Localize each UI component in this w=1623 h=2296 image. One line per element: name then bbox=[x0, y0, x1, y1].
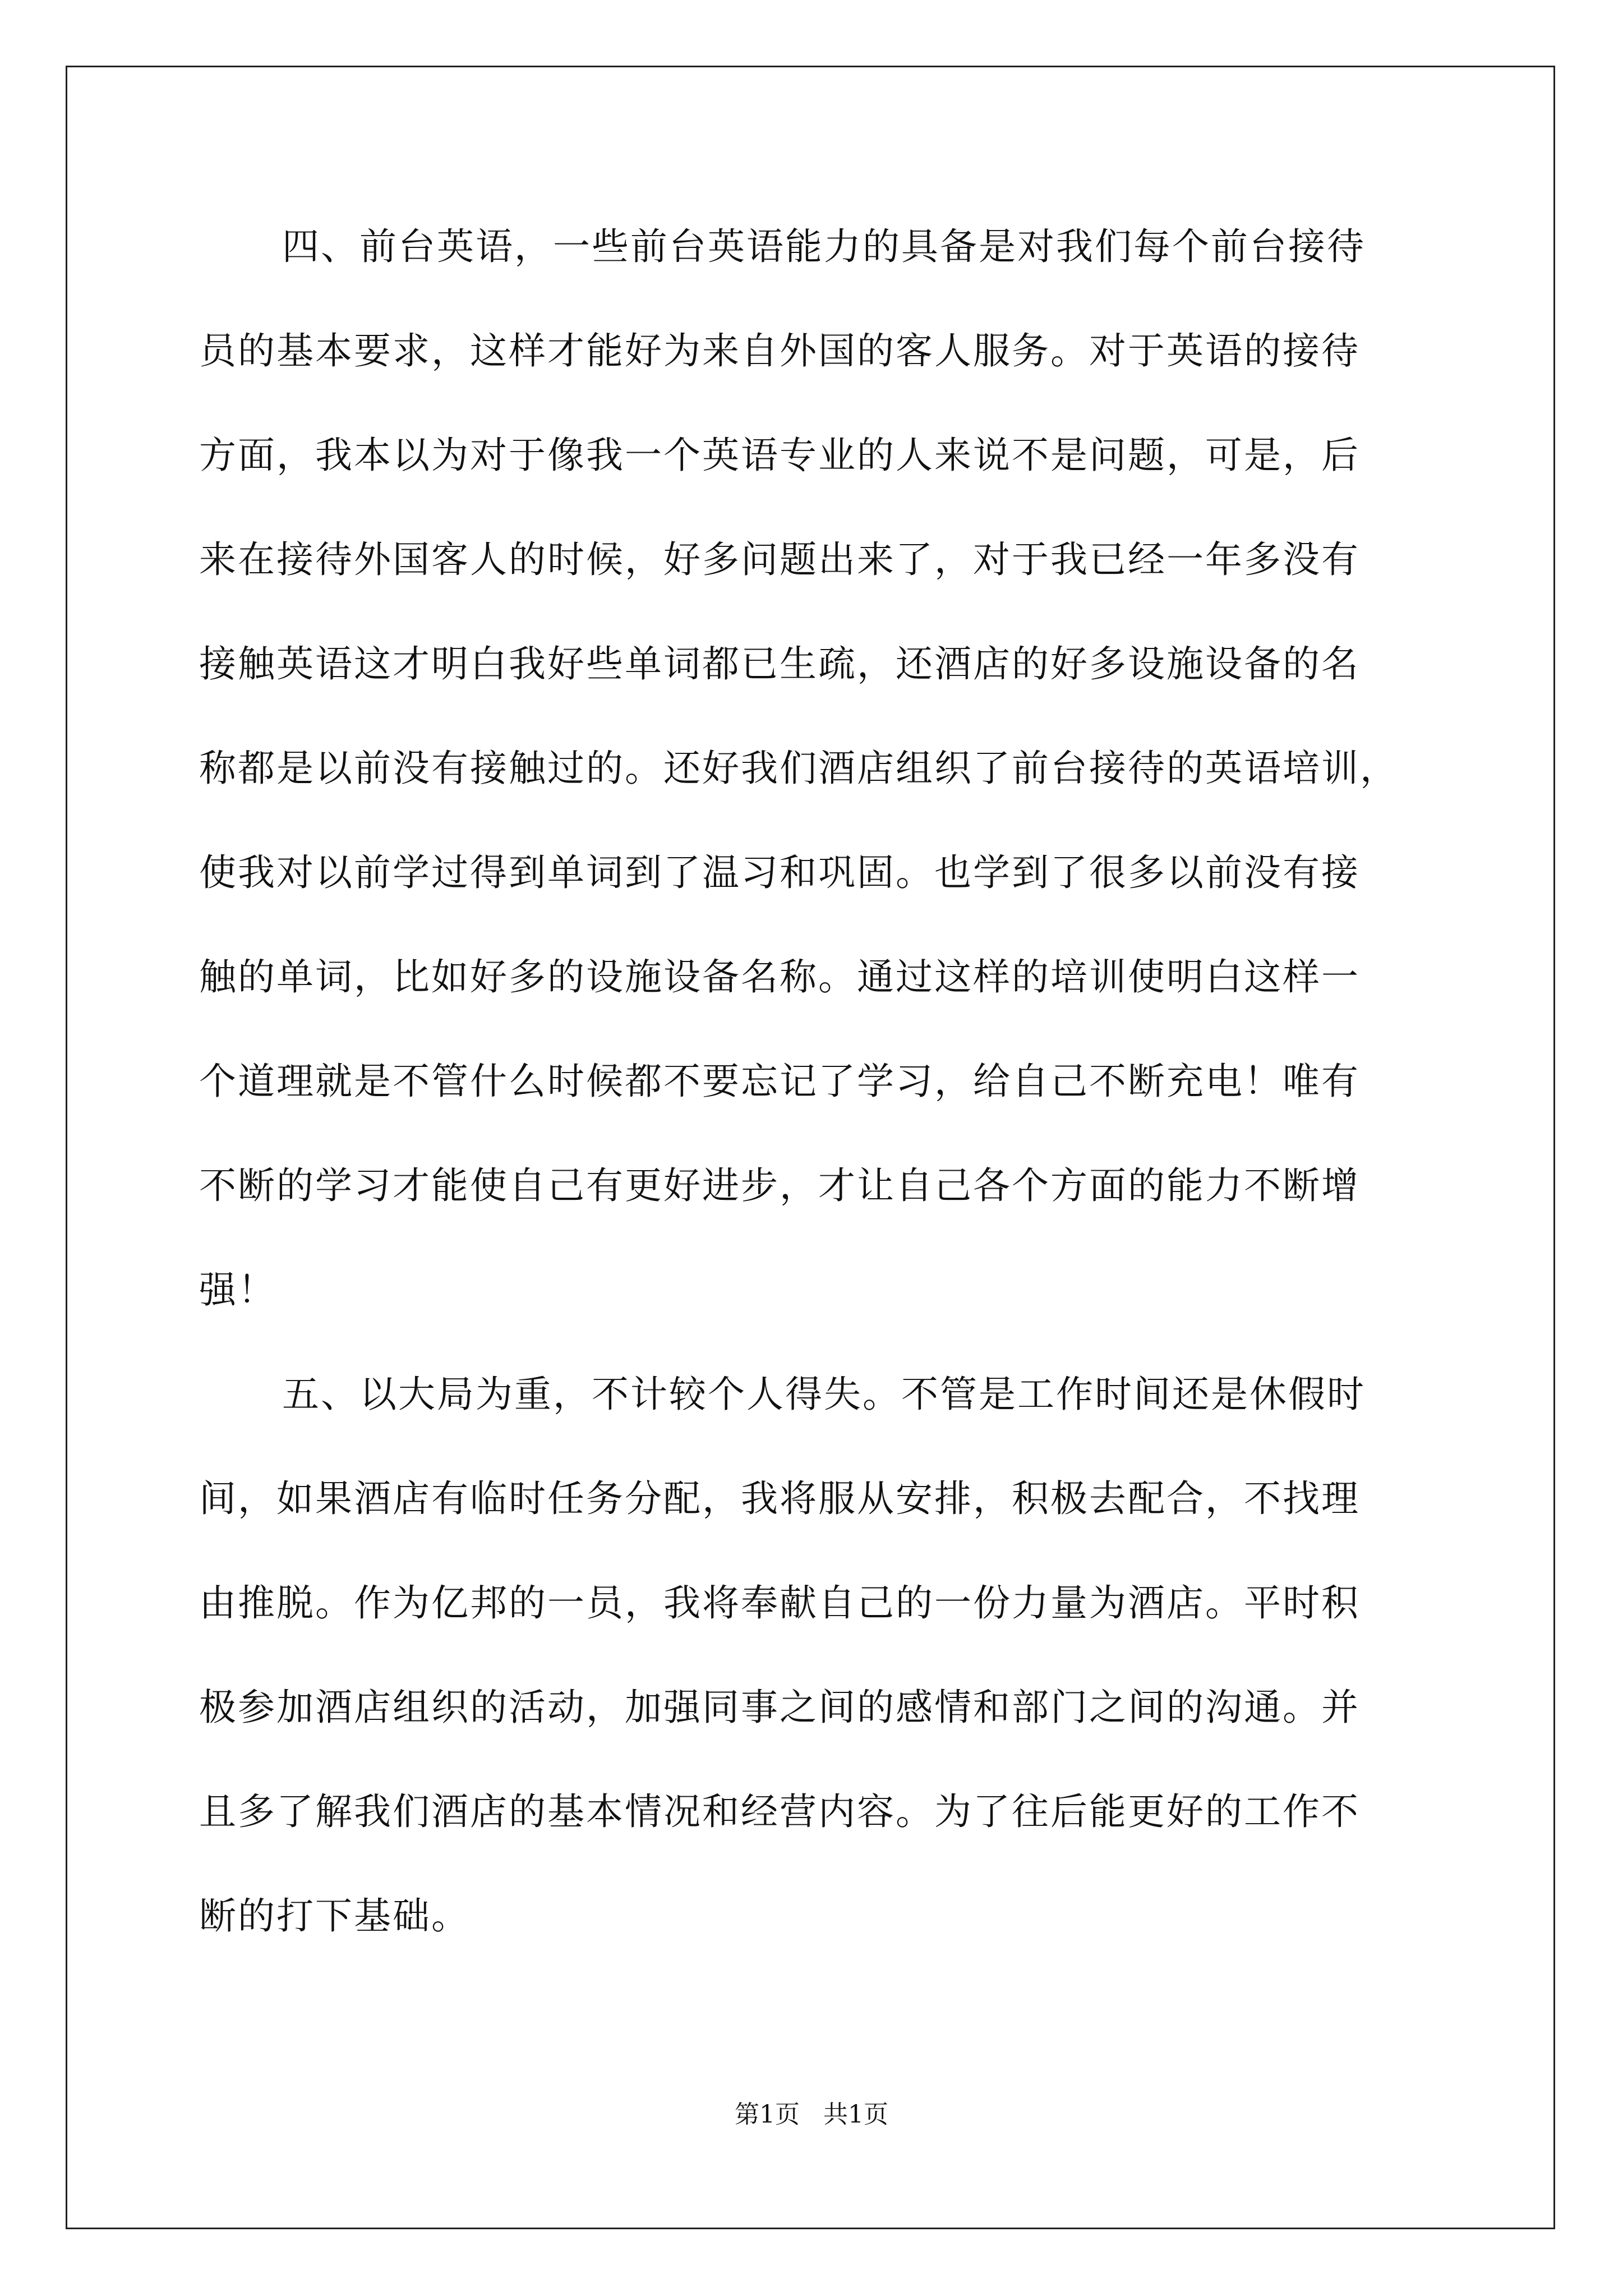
footer-gap bbox=[800, 2100, 823, 2129]
paragraph-line: 个道理就是不管什么时候都不要忘记了学习，给自己不断充电！唯有 bbox=[199, 1060, 1360, 1103]
paragraph-line: 来在接待外国客人的时候，好多问题出来了，对于我已经一年多没有 bbox=[199, 538, 1360, 581]
paragraph-line: 不断的学习才能使自己有更好进步，才让自己各个方面的能力不断增 bbox=[199, 1164, 1360, 1207]
paragraph-line: 由推脱。作为亿邦的一员，我将奉献自己的一份力量为酒店。平时积 bbox=[199, 1581, 1360, 1625]
paragraph-line: 使我对以前学过得到单词到了温习和巩固。也学到了很多以前没有接 bbox=[199, 851, 1360, 894]
paragraph-line: 员的基本要求，这样才能好为来自外国的客人服务。对于英语的接待 bbox=[199, 329, 1360, 372]
paragraph-line: 断的打下基础。 bbox=[199, 1894, 470, 1938]
paragraph-line: 接触英语这才明白我好些单词都已生疏，还酒店的好多设施设备的名 bbox=[199, 642, 1360, 685]
paragraph-line: 强！ bbox=[199, 1268, 276, 1312]
paragraph-line: 极参加酒店组织的活动，加强同事之间的感情和部门之间的沟通。并 bbox=[199, 1686, 1360, 1729]
paragraph-line: 且多了解我们酒店的基本情况和经营内容。为了往后能更好的工作不 bbox=[199, 1790, 1360, 1833]
paragraph-line: 触的单词，比如好多的设施设备名称。通过这样的培训使明白这样一 bbox=[199, 955, 1360, 999]
page-footer bbox=[0, 2098, 1623, 2132]
paragraph-line: 方面，我本以为对于像我一个英语专业的人来说不是问题，可是，后 bbox=[199, 434, 1360, 477]
page-total: 共1页 bbox=[823, 2100, 888, 2129]
paragraph-line: 四、前台英语，一些前台英语能力的具备是对我们每个前台接待 bbox=[282, 225, 1366, 268]
paragraph-line: 称都是以前没有接触过的。还好我们酒店组织了前台接待的英语培训， bbox=[199, 747, 1399, 790]
paragraph-line: 间，如果酒店有临时任务分配，我将服从安排，积极去配合，不找理 bbox=[199, 1477, 1360, 1520]
paragraph-line: 五、以大局为重，不计较个人得失。不管是工作时间还是休假时 bbox=[282, 1373, 1366, 1416]
page-number: 第1页 bbox=[735, 2100, 800, 2129]
